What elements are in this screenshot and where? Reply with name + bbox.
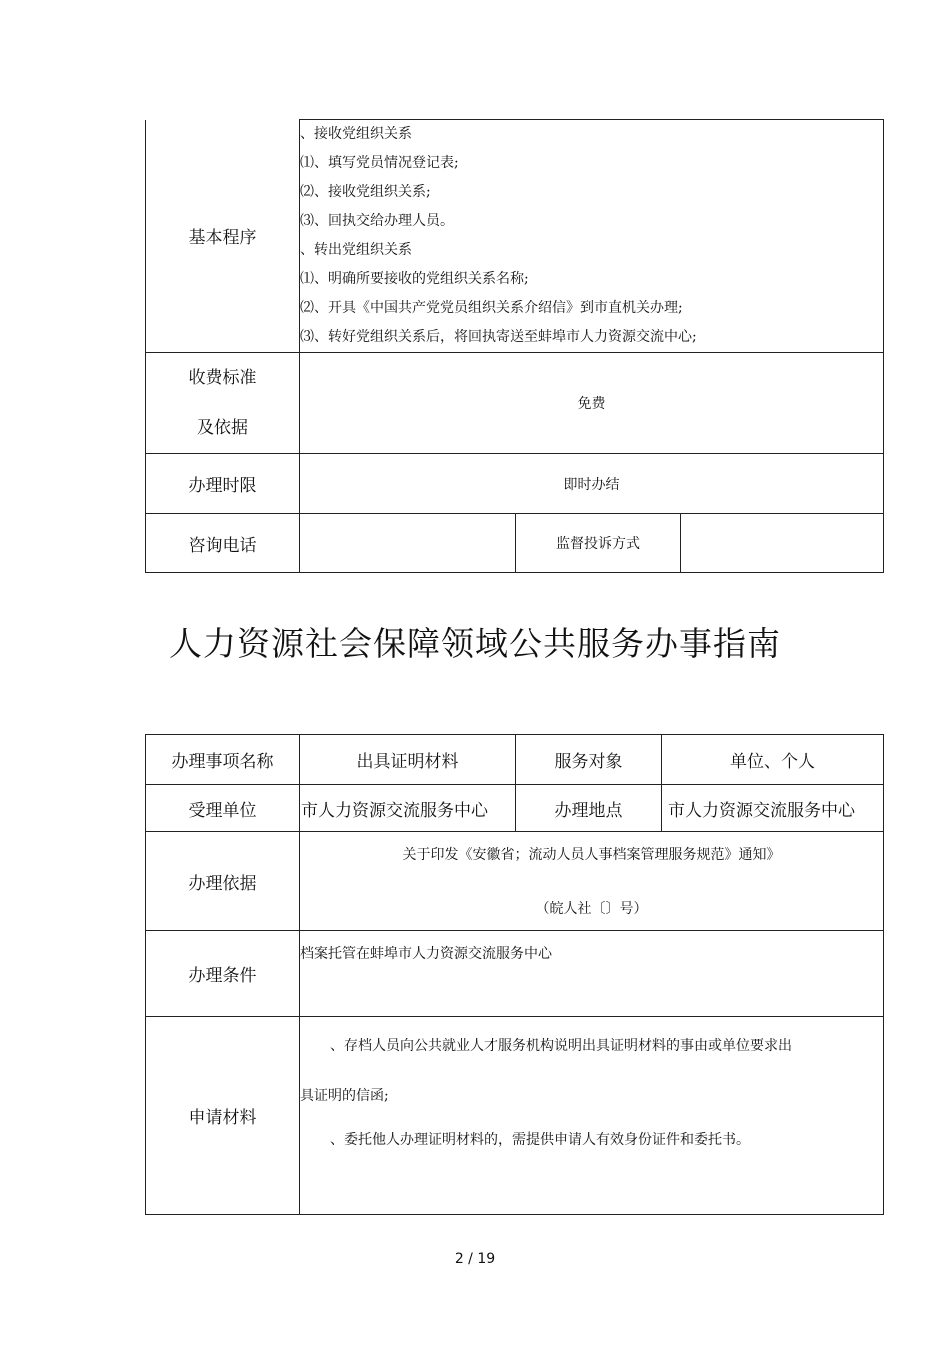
place-label: 办理地点 [516,785,662,832]
target-label: 服务对象 [516,735,662,785]
complaint-value [681,514,884,573]
basis-line: 关于印发《安徽省；流动人员人事档案管理服务规范》通知》 [402,847,781,863]
materials-paragraph: 、委托他人办理证明材料的，需提供申请人有效身份证件和委托书。 [330,1132,750,1148]
materials-paragraph: 、存档人员向公共就业人才服务机构说明出具证明材料的事由或单位要求出 [330,1038,792,1054]
basis-value [300,832,884,931]
procedure-line: ⑴、明确所要接收的党组织关系名称; [300,271,529,287]
procedure-line: ⑵、开具《中国共产党党员组织关系介绍信》到市直机关办理; [300,300,683,316]
condition-label: 办理条件 [146,931,300,1017]
procedure-line: ⑵、接收党组织关系; [300,184,431,200]
fee-label-line: 及依据 [197,418,248,438]
basis-label: 办理依据 [146,832,300,931]
fee-label [146,353,300,454]
procedure-line: ⑶、转好党组织关系后，将回执寄送至蚌埠市人力资源交流中心; [300,329,697,345]
procedure-line: 、接收党组织关系 [300,126,412,142]
complaint-label: 监督投诉方式 [516,514,681,573]
procedure-table [145,119,884,573]
procedure-content [300,120,884,353]
dept-value: 市人力资源交流服务中心 [300,785,516,832]
procedure-label: 基本程序 [146,120,300,353]
page-title: 人力资源社会保障领域公共服务办事指南 [169,624,781,663]
fee-label-line: 收费标准 [188,368,257,388]
place-value: 市人力资源交流服务中心 [662,785,884,832]
procedure-line: 、转出党组织关系 [300,242,412,258]
page-number: 2 / 19 [454,1251,496,1267]
procedure-line: ⑶、回执交给办理人员。 [300,213,454,229]
item-name-value: 出具证明材料 [300,735,516,785]
service-guide-table [145,734,884,1215]
fee-value: 免费 [300,353,884,454]
materials-value [300,1017,884,1215]
materials-paragraph: 具证明的信函; [300,1088,389,1104]
phone-value [300,514,516,573]
procedure-line: ⑴、填写党员情况登记表; [300,155,459,171]
materials-label: 申请材料 [146,1017,300,1215]
condition-value: 档案托管在蚌埠市人力资源交流服务中心 [300,931,884,1017]
basis-line: （皖人社〔〕号） [535,901,648,917]
phone-label: 咨询电话 [146,514,300,573]
time-limit-value: 即时办结 [300,454,884,514]
item-name-label: 办理事项名称 [146,735,300,785]
dept-label: 受理单位 [146,785,300,832]
target-value: 单位、个人 [662,735,884,785]
time-limit-label: 办理时限 [146,454,300,514]
